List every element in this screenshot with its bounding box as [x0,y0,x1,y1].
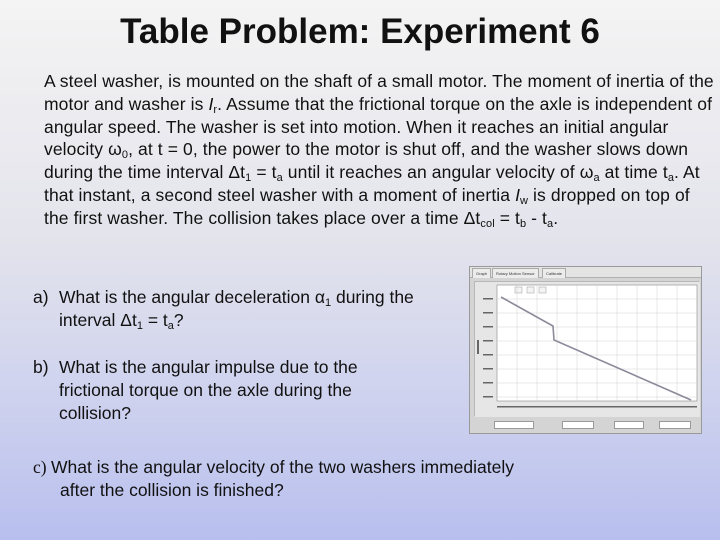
screenshot-tab-calibrate: Calibrate [542,268,566,278]
question-a-label: a) [33,287,49,307]
screenshot-tab-graph: Graph [472,268,491,278]
screenshot-tabs [470,267,701,278]
screenshot-statusbar [474,419,699,431]
question-b-label: b) [33,357,49,377]
slide-title: Table Problem: Experiment 6 [120,12,600,51]
question-a: a) What is the angular deceleration $\alpha_1$ during the interval $\Delta t_1 = t_a$? [33,287,414,332]
screenshot-graph [475,282,700,417]
screenshot-field-1 [494,421,534,429]
question-c: c) What is the angular velocity of the two washers immediately after the collision is finished? [33,457,514,500]
screenshot-field-2 [562,421,594,429]
screenshot-plot-area [474,281,699,416]
experiment-screenshot [469,266,702,434]
question-c-label: c) [33,457,47,477]
screenshot-field-4 [659,421,691,429]
problem-statement: A steel washer, is mounted on the shaft of a small motor. The moment of inertia of the motor and washer is $I_r$. Assume that the frictional torque on the axle is independent of angular speed. The washer is set into motion. When it reaches an initial angular velocity $\omega_0$, at t = 0, the power to the motor is shut off, and the washer slows down during the time interval $\Delta t_1 = t_a$ until it reaches an angular velocity of $\omega_a$ at time $t_a$. At that instant, a second steel washer with a moment of inertia $I_w$ is dropped on top of the first washer. The collision takes place over a time $\Delta t_{col} = t_b - t_a$. [44,71,714,230]
question-b: b) What is the angular impulse due to the frictional torque on the axle during the collision? [33,357,358,423]
screenshot-field-3 [614,421,644,429]
screenshot-tab-sensor: Rotary Motion Sensor [492,268,539,278]
screenshot-toolbar [515,287,546,293]
